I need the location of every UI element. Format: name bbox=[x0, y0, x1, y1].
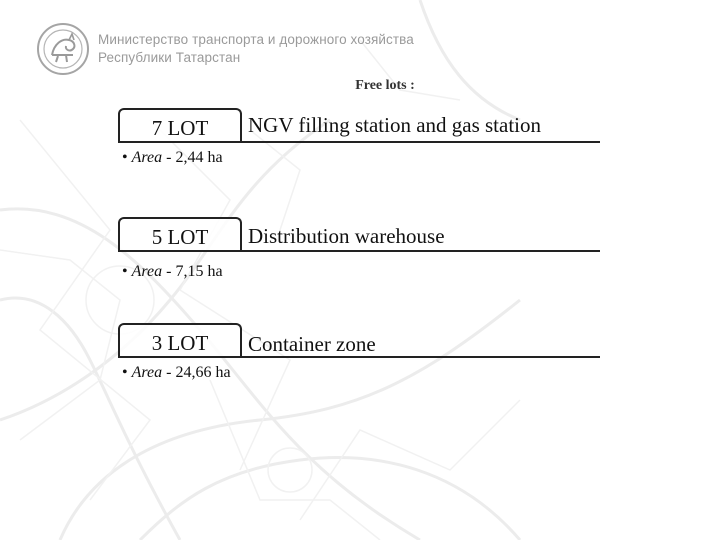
area-value: - 2,44 ha bbox=[166, 149, 223, 166]
area-value: - 7,15 ha bbox=[166, 263, 223, 280]
lot-divider-line bbox=[118, 250, 600, 252]
bullet-icon: • bbox=[122, 263, 128, 280]
lot-description: Container zone bbox=[248, 332, 376, 356]
area-label: Area bbox=[131, 263, 163, 280]
tatarstan-emblem-icon bbox=[36, 22, 90, 76]
lot-label-tab: 5 LOT bbox=[118, 217, 242, 251]
lot-label-tab: 7 LOT bbox=[118, 108, 242, 142]
bullet-icon: • bbox=[122, 364, 128, 381]
page-title: Free lots : bbox=[355, 78, 415, 93]
lot-divider-line bbox=[118, 141, 600, 143]
bullet-icon: • bbox=[122, 149, 128, 166]
ministry-name-line1: Министерство транспорта и дорожного хозяйства bbox=[98, 32, 414, 47]
lot-area bbox=[122, 148, 422, 168]
lot-area bbox=[122, 363, 422, 383]
lot-label-tab: 3 LOT bbox=[118, 323, 242, 357]
ministry-name bbox=[98, 31, 438, 67]
lot-description: NGV filling station and gas station bbox=[248, 113, 542, 137]
lot-description: Distribution warehouse bbox=[248, 224, 445, 248]
area-label: Area bbox=[131, 364, 163, 381]
ministry-name-line2: Республики Татарстан bbox=[98, 50, 241, 65]
area-label: Area bbox=[131, 149, 163, 166]
area-value: - 24,66 ha bbox=[166, 364, 231, 381]
lot-area bbox=[122, 262, 422, 282]
